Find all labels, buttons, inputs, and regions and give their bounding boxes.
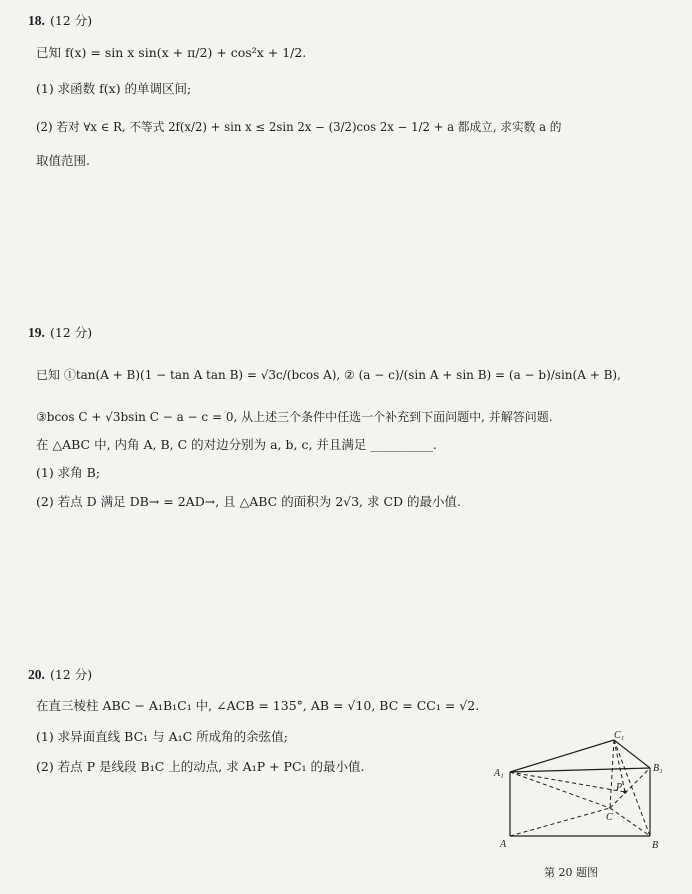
- label-b: B: [652, 840, 659, 851]
- q20-stem: 在直三棱柱 ABC − A₁B₁C₁ 中, ∠ACB = 135°, AB = √10, BC = CC₁ = √2.: [36, 698, 480, 713]
- q19-setup: 在 △ABC 中, 内角 A, B, C 的对边分别为 a, b, c, 并且满足 __________.: [36, 437, 437, 452]
- label-b1: B₁: [653, 763, 663, 774]
- q18-part2-line2: 取值范围.: [36, 153, 90, 168]
- q20-number: 20.: [28, 667, 45, 682]
- q20-figure: [490, 726, 670, 886]
- q18-stem: 已知 f(x) = sin x sin(x + π/2) + cos²x + 1/2.: [36, 45, 307, 60]
- q19-conditions-line2: ③bcos C + √3bsin C − a − c = 0, 从上述三个条件中任选一个补充到下面问题中, 并解答问题.: [36, 410, 553, 424]
- label-a: A: [500, 839, 507, 850]
- label-a1: A₁: [494, 768, 504, 779]
- label-c: C: [606, 812, 613, 823]
- q20-part2: (2) 若点 P 是线段 B₁C 上的动点, 求 A₁P + PC₁ 的最小值.: [36, 759, 365, 774]
- label-c1: C₁: [614, 730, 625, 741]
- q19-conditions-line1: 已知 ①tan(A + B)(1 − tan A tan B) = √3c/(bcos A), ② (a − c)/(sin A + sin B) = (a − b)/sin(A + B),: [36, 368, 621, 382]
- q19-header: [28, 322, 92, 342]
- q18-score: (12 分): [49, 13, 93, 28]
- q20-score: (12 分): [49, 667, 93, 682]
- q19-part2: (2) 若点 D 满足 DB→ = 2AD→, 且 △ABC 的面积为 2√3, 求 CD 的最小值.: [36, 494, 462, 509]
- label-p: P: [616, 782, 623, 793]
- prism-diagram: [490, 726, 670, 886]
- q20-header: [28, 664, 92, 684]
- q18-number: 18.: [28, 13, 45, 28]
- q18-header: [28, 10, 92, 30]
- q20-part1: (1) 求异面直线 BC₁ 与 A₁C 所成角的余弦值;: [36, 729, 288, 744]
- q18-part2-line1: (2) 若对 ∀x ∈ R, 不等式 2f(x/2) + sin x ≤ 2sin 2x − (3/2)cos 2x − 1/2 + a 都成立, 求实数 a 的: [36, 120, 562, 134]
- q19-number: 19.: [28, 325, 45, 340]
- q19-part1: (1) 求角 B;: [36, 465, 101, 480]
- q18-part1: (1) 求函数 f(x) 的单调区间;: [36, 81, 192, 96]
- q19-score: (12 分): [49, 325, 93, 340]
- figure-caption: 第 20 题图: [544, 866, 598, 879]
